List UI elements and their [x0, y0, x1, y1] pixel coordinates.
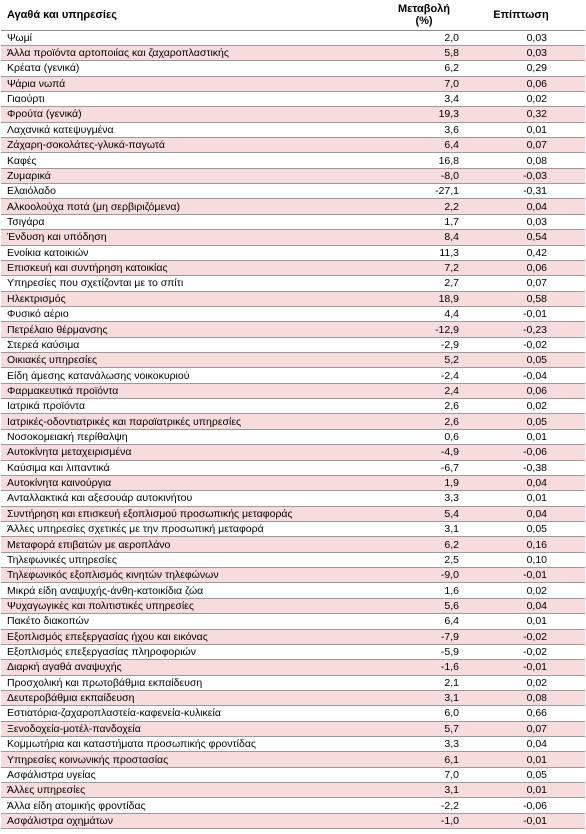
item-name-cell: Εστιατόρια-ζαχαροπλαστεία-καφενεία-κυλικεία: [1, 706, 385, 721]
change-percent-cell: 2,2: [385, 199, 463, 214]
item-name-cell: Άλλες υπηρεσίες: [1, 783, 385, 798]
item-name-cell: Εξοπλισμός επεξεργασίας ήχου και εικόνας: [1, 629, 385, 644]
table-row: [1, 690, 585, 705]
table-row: [1, 614, 585, 629]
table-row: [1, 568, 585, 583]
table-row: [1, 291, 585, 306]
item-name-cell: Ζάχαρη-σοκολάτες-γλυκά-παγωτά: [1, 138, 385, 153]
change-percent-cell: 7,0: [385, 76, 463, 91]
change-percent-cell: 18,9: [385, 291, 463, 306]
impact-cell: 0,58: [463, 291, 585, 306]
change-percent-cell: 4,4: [385, 306, 463, 321]
item-name-cell: Επισκευή και συντήρηση κατοικίας: [1, 260, 385, 275]
item-name-cell: Λαχανικά κατεψυγμένα: [1, 122, 385, 137]
table-row: [1, 322, 585, 337]
change-percent-cell: 6,1: [385, 752, 463, 767]
item-name-cell: Ιατρικά προϊόντα: [1, 399, 385, 414]
impact-cell: 0,01: [463, 491, 585, 506]
table-row: [1, 45, 585, 60]
table-row: [1, 399, 585, 414]
impact-cell: 0,02: [463, 91, 585, 106]
impact-cell: 0,05: [463, 414, 585, 429]
change-percent-cell: -12,9: [385, 322, 463, 337]
table-row: [1, 629, 585, 644]
item-name-cell: Είδη άμεσης κατανάλωσης νοικοκυριού: [1, 368, 385, 383]
item-name-cell: Ψυχαγωγικές και πολιτιστικές υπηρεσίες: [1, 598, 385, 613]
impact-cell: 0,08: [463, 690, 585, 705]
item-name-cell: Μεταφορά επιβατών με αεροπλάνο: [1, 537, 385, 552]
item-name-cell: Φρούτα (γενικά): [1, 107, 385, 122]
impact-cell: 0,04: [463, 737, 585, 752]
column-header-impact: Επίπτωση: [463, 0, 585, 30]
table-row: [1, 583, 585, 598]
impact-cell: 0,03: [463, 30, 585, 45]
impact-cell: 0,10: [463, 552, 585, 567]
table-row: [1, 552, 585, 567]
change-percent-cell: 11,3: [385, 245, 463, 260]
change-percent-cell: 6,0: [385, 706, 463, 721]
impact-cell: 0,04: [463, 475, 585, 490]
change-percent-cell: 5,4: [385, 506, 463, 521]
table-row: [1, 76, 585, 91]
table-row: [1, 460, 585, 475]
table-row: [1, 813, 585, 828]
item-name-cell: Ψωμί: [1, 30, 385, 45]
impact-cell: -0,31: [463, 184, 585, 199]
impact-cell: 0,01: [463, 122, 585, 137]
item-name-cell: Υπηρεσίες κοινωνικής προστασίας: [1, 752, 385, 767]
impact-cell: -0,02: [463, 629, 585, 644]
table-row: [1, 337, 585, 352]
table-row: [1, 245, 585, 260]
impact-cell: 0,08: [463, 153, 585, 168]
column-header-change: [385, 0, 463, 30]
item-name-cell: Αυτοκίνητα μεταχειρισμένα: [1, 445, 385, 460]
impact-cell: -0,02: [463, 644, 585, 659]
item-name-cell: Αλκοολούχα ποτά (μη σερβιριζόμενα): [1, 199, 385, 214]
item-name-cell: Ζυμαρικά: [1, 168, 385, 183]
change-percent-cell: 0,6: [385, 429, 463, 444]
item-name-cell: Ενοίκια κατοικιών: [1, 245, 385, 260]
impact-cell: 0,06: [463, 383, 585, 398]
change-percent-cell: 2,4: [385, 383, 463, 398]
item-name-cell: Ένδυση και υπόδηση: [1, 230, 385, 245]
change-percent-cell: 3,6: [385, 122, 463, 137]
item-name-cell: Συντήρηση και επισκευή εξοπλισμού προσωπικής μεταφοράς: [1, 506, 385, 521]
item-name-cell: Ασφάλιστρα υγείας: [1, 767, 385, 782]
impact-cell: 0,06: [463, 76, 585, 91]
impact-cell: -0,23: [463, 322, 585, 337]
change-percent-cell: -6,7: [385, 460, 463, 475]
item-name-cell: Τσιγάρα: [1, 214, 385, 229]
table-row: [1, 798, 585, 813]
change-percent-cell: 3,3: [385, 491, 463, 506]
impact-cell: 0,42: [463, 245, 585, 260]
item-name-cell: Ξενοδοχεία-μοτέλ-πανδοχεία: [1, 721, 385, 736]
change-percent-cell: 7,0: [385, 767, 463, 782]
impact-cell: -0,01: [463, 660, 585, 675]
item-name-cell: Φαρμακευτικά προϊόντα: [1, 383, 385, 398]
change-percent-cell: 3,1: [385, 783, 463, 798]
column-header-goods-services: Αγαθά και υπηρεσίες: [1, 0, 385, 30]
change-percent-cell: 2,1: [385, 675, 463, 690]
change-percent-cell: 19,3: [385, 107, 463, 122]
column-header-change-label: Μεταβολή: [397, 2, 451, 15]
table-row: [1, 475, 585, 490]
change-percent-cell: 5,7: [385, 721, 463, 736]
table-row: [1, 445, 585, 460]
change-percent-cell: -5,9: [385, 644, 463, 659]
table-row: [1, 199, 585, 214]
change-percent-cell: 3,1: [385, 522, 463, 537]
item-name-cell: Κρέατα (γενικά): [1, 61, 385, 76]
table-row: [1, 368, 585, 383]
change-percent-cell: 5,8: [385, 45, 463, 60]
impact-cell: -0,01: [463, 306, 585, 321]
table-row: [1, 383, 585, 398]
impact-cell: 0,05: [463, 767, 585, 782]
table-row: [1, 153, 585, 168]
impact-cell: 0,05: [463, 353, 585, 368]
table-row: [1, 353, 585, 368]
impact-cell: 0,01: [463, 614, 585, 629]
item-name-cell: Υπηρεσίες που σχετίζονται με το σπίτι: [1, 276, 385, 291]
impact-cell: 0,03: [463, 45, 585, 60]
change-percent-cell: 6,2: [385, 61, 463, 76]
table-row: [1, 706, 585, 721]
item-name-cell: Ηλεκτρισμός: [1, 291, 385, 306]
item-name-cell: Μικρά είδη αναψυχής-άνθη-κατοικίδια ζώα: [1, 583, 385, 598]
table-row: [1, 214, 585, 229]
table-row: [1, 30, 585, 45]
item-name-cell: Άλλες υπηρεσίες σχετικές με την προσωπική μεταφορά: [1, 522, 385, 537]
table-row: [1, 644, 585, 659]
table-row: [1, 61, 585, 76]
impact-cell: 0,02: [463, 675, 585, 690]
impact-cell: 0,66: [463, 706, 585, 721]
item-name-cell: Ασφάλιστρα οχημάτων: [1, 813, 385, 828]
change-percent-cell: -8,0: [385, 168, 463, 183]
change-percent-cell: -27,1: [385, 184, 463, 199]
table-row: [1, 107, 585, 122]
column-header-change-unit: (%): [415, 14, 433, 27]
table-row: [1, 506, 585, 521]
impact-cell: 0,01: [463, 783, 585, 798]
change-percent-cell: -2,4: [385, 368, 463, 383]
impact-cell: -0,02: [463, 337, 585, 352]
table-row: [1, 537, 585, 552]
impact-cell: -0,04: [463, 368, 585, 383]
impact-cell: 0,04: [463, 506, 585, 521]
item-name-cell: Τηλεφωνικός εξοπλισμός κινητών τηλεφώνων: [1, 568, 385, 583]
item-name-cell: Φυσικό αέριο: [1, 306, 385, 321]
item-name-cell: Κομμωτήρια και καταστήματα προσωπικής φροντίδας: [1, 737, 385, 752]
change-percent-cell: 2,6: [385, 414, 463, 429]
item-name-cell: Δευτεροβάθμια εκπαίδευση: [1, 690, 385, 705]
item-name-cell: Διαρκή αγαθά αναψυχής: [1, 660, 385, 675]
impact-cell: 0,04: [463, 598, 585, 613]
item-name-cell: Νοσοκομειακή περίθαλψη: [1, 429, 385, 444]
change-percent-cell: -9,0: [385, 568, 463, 583]
item-name-cell: Ιατρικές-οδοντιατρικές και παραϊατρικές υπηρεσίες: [1, 414, 385, 429]
change-percent-cell: 6,2: [385, 537, 463, 552]
table-row: [1, 276, 585, 291]
impact-cell: -0,01: [463, 568, 585, 583]
change-percent-cell: -2,9: [385, 337, 463, 352]
item-name-cell: Ανταλλακτικά και αξεσουάρ αυτοκινήτου: [1, 491, 385, 506]
item-name-cell: Γιαούρτι: [1, 91, 385, 106]
table-row: [1, 414, 585, 429]
change-percent-cell: -2,2: [385, 798, 463, 813]
change-percent-cell: -1,6: [385, 660, 463, 675]
impact-cell: 0,07: [463, 138, 585, 153]
table-body: [1, 30, 585, 829]
table-row: [1, 660, 585, 675]
impact-cell: 0,54: [463, 230, 585, 245]
table-row: [1, 675, 585, 690]
item-name-cell: Αυτοκίνητα καινούργια: [1, 475, 385, 490]
change-percent-cell: -1,0: [385, 813, 463, 828]
item-name-cell: Οικιακές υπηρεσίες: [1, 353, 385, 368]
change-percent-cell: 5,2: [385, 353, 463, 368]
impact-cell: 0,02: [463, 583, 585, 598]
table-row: [1, 721, 585, 736]
change-percent-cell: 8,4: [385, 230, 463, 245]
item-name-cell: Ψάρια νωπά: [1, 76, 385, 91]
table-row: [1, 122, 585, 137]
impact-cell: 0,01: [463, 752, 585, 767]
impact-cell: 0,01: [463, 429, 585, 444]
change-percent-cell: -7,9: [385, 629, 463, 644]
impact-cell: -0,06: [463, 445, 585, 460]
change-percent-cell: 6,4: [385, 614, 463, 629]
item-name-cell: Καφές: [1, 153, 385, 168]
table-row: [1, 306, 585, 321]
impact-cell: -0,06: [463, 798, 585, 813]
table-row: [1, 429, 585, 444]
change-percent-cell: 2,7: [385, 276, 463, 291]
table-row: [1, 184, 585, 199]
impact-cell: 0,29: [463, 61, 585, 76]
item-name-cell: Ελαιόλαδο: [1, 184, 385, 199]
item-name-cell: Προσχολική και πρωτοβάθμια εκπαίδευση: [1, 675, 385, 690]
change-percent-cell: 1,9: [385, 475, 463, 490]
change-percent-cell: 2,5: [385, 552, 463, 567]
table-row: [1, 598, 585, 613]
change-percent-cell: 3,1: [385, 690, 463, 705]
item-name-cell: Εξοπλισμός επεξεργασίας πληροφοριών: [1, 644, 385, 659]
table-row: [1, 91, 585, 106]
impact-cell: 0,32: [463, 107, 585, 122]
table-row: [1, 138, 585, 153]
impact-cell: 0,02: [463, 399, 585, 414]
change-percent-cell: 7,2: [385, 260, 463, 275]
impact-cell: 0,03: [463, 214, 585, 229]
change-percent-cell: 3,4: [385, 91, 463, 106]
impact-cell: -0,03: [463, 168, 585, 183]
change-percent-cell: 5,6: [385, 598, 463, 613]
change-percent-cell: 3,3: [385, 737, 463, 752]
table-row: [1, 230, 585, 245]
impact-cell: 0,05: [463, 522, 585, 537]
impact-cell: 0,07: [463, 276, 585, 291]
item-name-cell: Στερεά καύσιμα: [1, 337, 385, 352]
price-change-table: [1, 0, 585, 829]
impact-cell: 0,06: [463, 260, 585, 275]
change-percent-cell: -4,9: [385, 445, 463, 460]
change-percent-cell: 2,6: [385, 399, 463, 414]
header-row: [1, 0, 585, 30]
change-percent-cell: 6,4: [385, 138, 463, 153]
table-row: [1, 767, 585, 782]
table-row: [1, 783, 585, 798]
item-name-cell: Άλλα προϊόντα αρτοποιίας και ζαχαροπλαστικής: [1, 45, 385, 60]
change-percent-cell: 2,0: [385, 30, 463, 45]
impact-cell: 0,07: [463, 721, 585, 736]
table-row: [1, 260, 585, 275]
table-row: [1, 491, 585, 506]
item-name-cell: Άλλα είδη ατομικής φροντίδας: [1, 798, 385, 813]
item-name-cell: Τηλεφωνικές υπηρεσίες: [1, 552, 385, 567]
change-percent-cell: 16,8: [385, 153, 463, 168]
table-row: [1, 522, 585, 537]
table-row: [1, 752, 585, 767]
table-row: [1, 737, 585, 752]
item-name-cell: Πετρέλαιο θέρμανσης: [1, 322, 385, 337]
change-percent-cell: 1,7: [385, 214, 463, 229]
table-row: [1, 168, 585, 183]
item-name-cell: Καύσιμα και λιπαντικά: [1, 460, 385, 475]
table-header: [1, 0, 585, 30]
item-name-cell: Πακέτο διακοπών: [1, 614, 385, 629]
impact-cell: -0,38: [463, 460, 585, 475]
change-percent-cell: 1,6: [385, 583, 463, 598]
impact-cell: -0,01: [463, 813, 585, 828]
impact-cell: 0,04: [463, 199, 585, 214]
impact-cell: 0,16: [463, 537, 585, 552]
